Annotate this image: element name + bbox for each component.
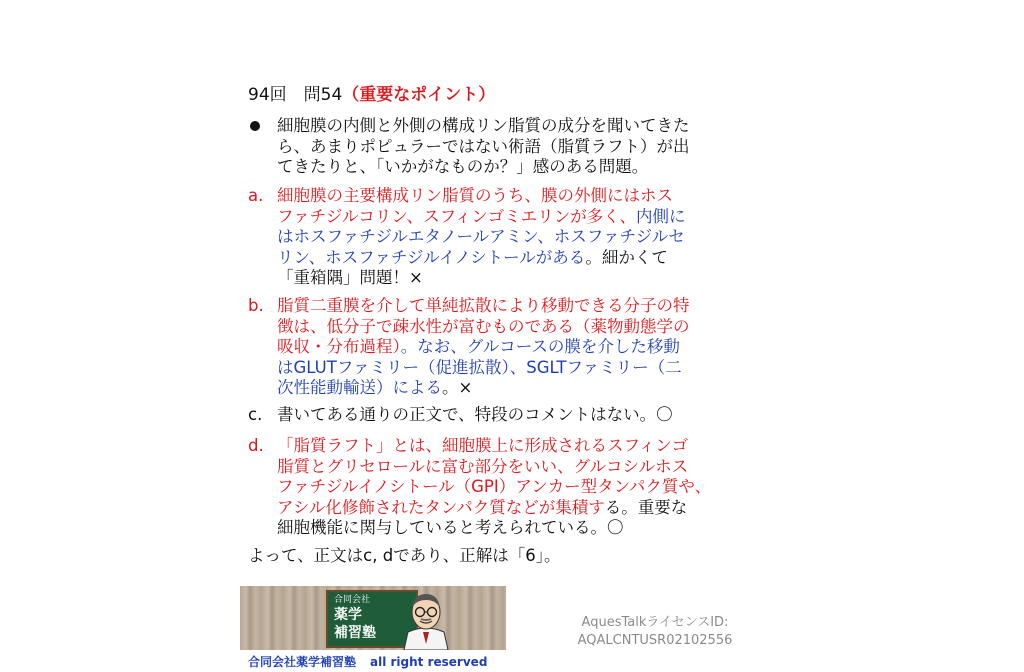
intro-line: ら、あまりポピュラーではない術語（脂質ラフト）が出 (277, 136, 690, 156)
company-name: 合同会社薬学補習塾 (248, 655, 357, 669)
option-a (248, 186, 808, 289)
license-id: AQALCNTUSR02102556 (577, 633, 733, 648)
option-b-marker: b. (248, 296, 264, 315)
company-logo (240, 586, 506, 650)
intro-bullet (248, 116, 808, 178)
option-a-marker: a. (248, 186, 264, 205)
option-c-marker: c. (248, 405, 263, 424)
bullet-dot-icon (250, 121, 260, 131)
intro-line: 細胞膜の内側と外側の構成リン脂質の成分を聞いてきた (277, 116, 690, 135)
option-b-line: はGLUTファミリー（促進拡散）、SGLTファミリー（二 (277, 357, 682, 377)
option-d-verdict: 細胞機能に関与していると考えられている。〇 (277, 518, 624, 538)
option-b-line: 徴は、低分子で疎水性が富むものである（薬物動態学の (277, 316, 690, 336)
slide-title (248, 84, 495, 106)
option-a-line: リン、ホスファチジルイノシトールがある (277, 247, 586, 267)
option-d (248, 436, 808, 539)
logo-line: 補習塾 (334, 625, 376, 641)
option-d-line: 脂質とグリセロールに富む部分をいい、グルコシルホス (277, 456, 689, 476)
option-a-line: 。細かくて (585, 247, 668, 267)
logo-line: 薬学 (334, 607, 362, 623)
option-b-verdict: 。× (442, 378, 473, 398)
logo-line: 合同会社 (334, 595, 371, 605)
option-d-line: ファチジルイノシトール（GPI）アンカー型タンパク質や、 (277, 477, 712, 497)
intro-line: てきたりと、「いかがなものか？」感のある問題。 (277, 157, 649, 177)
option-b-line: 脂質二重膜を介して単純拡散により移動できる分子の特 (277, 296, 690, 315)
license-label: AquesTalkライセンスID: (581, 615, 729, 630)
copyright-caption (248, 654, 487, 670)
option-a-line: 細胞膜の主要構成リン脂質のうち、膜の外側にはホス (277, 186, 673, 205)
option-d-line: る。重要な (604, 497, 688, 517)
option-b (248, 296, 808, 399)
option-b-line: 。なお、グルコースの膜を介した移動 (400, 337, 680, 357)
option-a-line: 内側に (635, 206, 686, 226)
option-b-line: 次性能動輸送）による (277, 378, 442, 398)
option-c-line: 書いてある通りの正文で、特段のコメントはない。〇 (277, 405, 673, 424)
option-d-line: 「脂質ラフト」とは、細胞膜上に形成されるスフィンゴ (277, 436, 689, 455)
option-d-marker: d. (248, 436, 264, 455)
teacher-illustration-icon (390, 588, 462, 650)
option-a-verdict: 「重箱隅」問題！× (277, 268, 423, 288)
license-info (540, 614, 770, 650)
title-highlight: （重要なポイント） (342, 85, 496, 105)
title-prefix: 94回 問54 (248, 85, 343, 105)
option-c (248, 405, 808, 426)
option-a-line: ファチジルコリン、スフィンゴミエリンが多く、 (277, 206, 636, 226)
rights-text: all right reserved (370, 655, 488, 669)
option-a-line: はホスファチジルエタノールアミン、ホスファチジルセ (277, 227, 685, 247)
option-b-line: 吸収・分布過程） (277, 337, 401, 357)
option-d-line: アシル化修飾されたタンパク質などが集積す (277, 497, 605, 517)
conclusion: よって、正文はc, dであり、正解は「6」。 (248, 546, 561, 565)
